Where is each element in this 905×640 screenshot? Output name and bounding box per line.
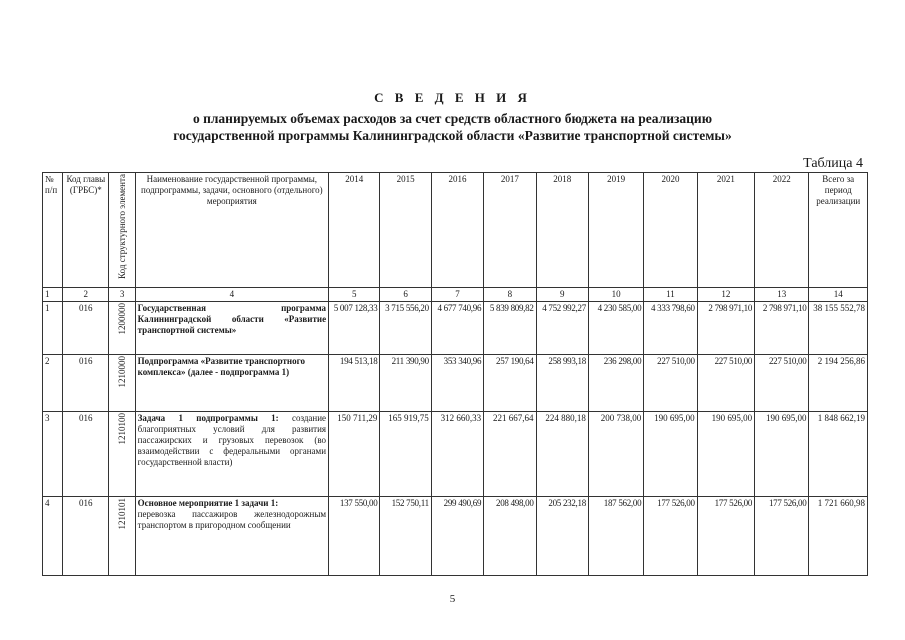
- row-value: 211 390,90: [380, 355, 431, 412]
- row-name: [135, 355, 328, 412]
- row-value: 224 880,18: [536, 412, 588, 497]
- row-value: 257 190,64: [484, 355, 536, 412]
- header-struct: [109, 173, 135, 288]
- row-value: 190 695,00: [644, 412, 697, 497]
- table-number: Таблица 4: [803, 156, 863, 171]
- col-number: 9: [536, 288, 588, 302]
- row-total: 2 194 256,86: [809, 355, 868, 412]
- col-number: 6: [380, 288, 431, 302]
- row-value: 190 695,00: [697, 412, 754, 497]
- row-value: 150 711,29: [329, 412, 380, 497]
- row-value: 312 660,33: [431, 412, 483, 497]
- row-struct: [109, 302, 135, 355]
- row-name-rest: создание благоприятных условий для развития пассажирских и грузовых перевозок (во взаимодействии с федеральными органами государственной власти): [137, 413, 327, 467]
- col-number: 7: [431, 288, 483, 302]
- header-year: 2019: [588, 173, 643, 288]
- row-code: 016: [63, 355, 109, 412]
- row-name: [135, 302, 328, 355]
- row-name-rest: перевозка пассажиров железнодорожным транспортом в пригородном сообщении: [137, 509, 327, 530]
- header-year: 2015: [380, 173, 431, 288]
- row-value: 187 562,00: [588, 497, 643, 576]
- col-number: 4: [135, 288, 328, 302]
- row-value: 194 513,18: [329, 355, 380, 412]
- table-row: [43, 302, 868, 355]
- row-struct-text: 1210100: [116, 413, 127, 445]
- row-value: 137 550,00: [329, 497, 380, 576]
- row-value: 190 695,00: [755, 412, 809, 497]
- row-struct: [109, 412, 135, 497]
- header-struct-text: Код структурного элемента: [116, 174, 127, 279]
- row-value: 177 526,00: [644, 497, 697, 576]
- doc-subtitle-line2: государственной программы Калининградской области «Развитие транспортной системы»: [173, 128, 732, 143]
- header-year: 2017: [484, 173, 536, 288]
- row-struct-text: 1210101: [116, 498, 127, 530]
- table-row: [43, 355, 868, 412]
- row-value: 3 715 556,20: [380, 302, 431, 355]
- header-year: 2021: [697, 173, 754, 288]
- col-number: 12: [697, 288, 754, 302]
- row-num: 3: [43, 412, 63, 497]
- row-value: 227 510,00: [697, 355, 754, 412]
- row-code: 016: [63, 497, 109, 576]
- col-number: 10: [588, 288, 643, 302]
- row-value: 165 919,75: [380, 412, 431, 497]
- row-num: 4: [43, 497, 63, 576]
- row-value: 177 526,00: [697, 497, 754, 576]
- row-value: 353 340,96: [431, 355, 483, 412]
- col-number: 13: [755, 288, 809, 302]
- row-name-bold: Государственная программа Калининградской области «Развитие транспортной системы»: [137, 303, 327, 335]
- row-total: 38 155 552,78: [809, 302, 868, 355]
- doc-title: С В Е Д Е Н И Я: [374, 90, 531, 105]
- row-value: 200 738,00: [588, 412, 643, 497]
- row-value: 299 490,69: [431, 497, 483, 576]
- col-number: 2: [63, 288, 109, 302]
- header-year: 2018: [536, 173, 588, 288]
- row-value: 5 839 809,82: [484, 302, 536, 355]
- row-value: 221 667,64: [484, 412, 536, 497]
- row-num: 1: [43, 302, 63, 355]
- row-struct-text: 1210000: [116, 356, 127, 388]
- expenses-table: [42, 172, 868, 576]
- row-value: 2 798 971,10: [755, 302, 809, 355]
- table-row: [43, 497, 868, 576]
- row-value: 4 333 798,60: [644, 302, 697, 355]
- row-struct-text: 1200000: [116, 303, 127, 335]
- row-value: 227 510,00: [755, 355, 809, 412]
- header-num: № п/п: [43, 173, 63, 288]
- row-struct: [109, 355, 135, 412]
- header-year: 2016: [431, 173, 483, 288]
- row-name-bold: Основное мероприятие 1 задачи 1:: [137, 498, 279, 508]
- row-value: 152 750,11: [380, 497, 431, 576]
- row-value: 4 677 740,96: [431, 302, 483, 355]
- table-row: [43, 412, 868, 497]
- row-value: 4 230 585,00: [588, 302, 643, 355]
- header-name: Наименование государственной программы, подпрограммы, задачи, основного (отдельного) мероприятия: [135, 173, 328, 288]
- page-number: 5: [449, 593, 456, 605]
- header-year: 2014: [329, 173, 380, 288]
- row-value: 5 007 128,33: [329, 302, 380, 355]
- row-num: 2: [43, 355, 63, 412]
- header-year: 2022: [755, 173, 809, 288]
- col-number: 11: [644, 288, 697, 302]
- col-number: 8: [484, 288, 536, 302]
- col-number: 14: [809, 288, 868, 302]
- row-name-bold: Задача 1 подпрограммы 1:: [137, 413, 279, 423]
- row-code: 016: [63, 302, 109, 355]
- row-name: [135, 497, 328, 576]
- col-number: 5: [329, 288, 380, 302]
- row-value: 227 510,00: [644, 355, 697, 412]
- row-value: 4 752 992,27: [536, 302, 588, 355]
- row-name: [135, 412, 328, 497]
- header-code: Код главы (ГРБС)*: [63, 173, 109, 288]
- doc-subtitle-line1: о планируемых объемах расходов за счет средств областного бюджета на реализацию: [192, 111, 713, 126]
- col-number: 1: [43, 288, 63, 302]
- header-row: [43, 173, 868, 288]
- row-value: 236 298,00: [588, 355, 643, 412]
- row-total: 1 848 662,19: [809, 412, 868, 497]
- row-name-bold: Подпрограмма «Развитие транспортного комплекса» (далее - подпрограмма 1): [137, 356, 305, 377]
- row-value: 205 232,18: [536, 497, 588, 576]
- row-value: 2 798 971,10: [697, 302, 754, 355]
- header-year: 2020: [644, 173, 697, 288]
- row-total: 1 721 660,98: [809, 497, 868, 576]
- header-total: Всего за период реализации: [809, 173, 868, 288]
- column-number-row: [43, 288, 868, 302]
- row-code: 016: [63, 412, 109, 497]
- row-value: 177 526,00: [755, 497, 809, 576]
- row-value: 208 498,00: [484, 497, 536, 576]
- col-number: 3: [109, 288, 135, 302]
- row-struct: [109, 497, 135, 576]
- row-value: 258 993,18: [536, 355, 588, 412]
